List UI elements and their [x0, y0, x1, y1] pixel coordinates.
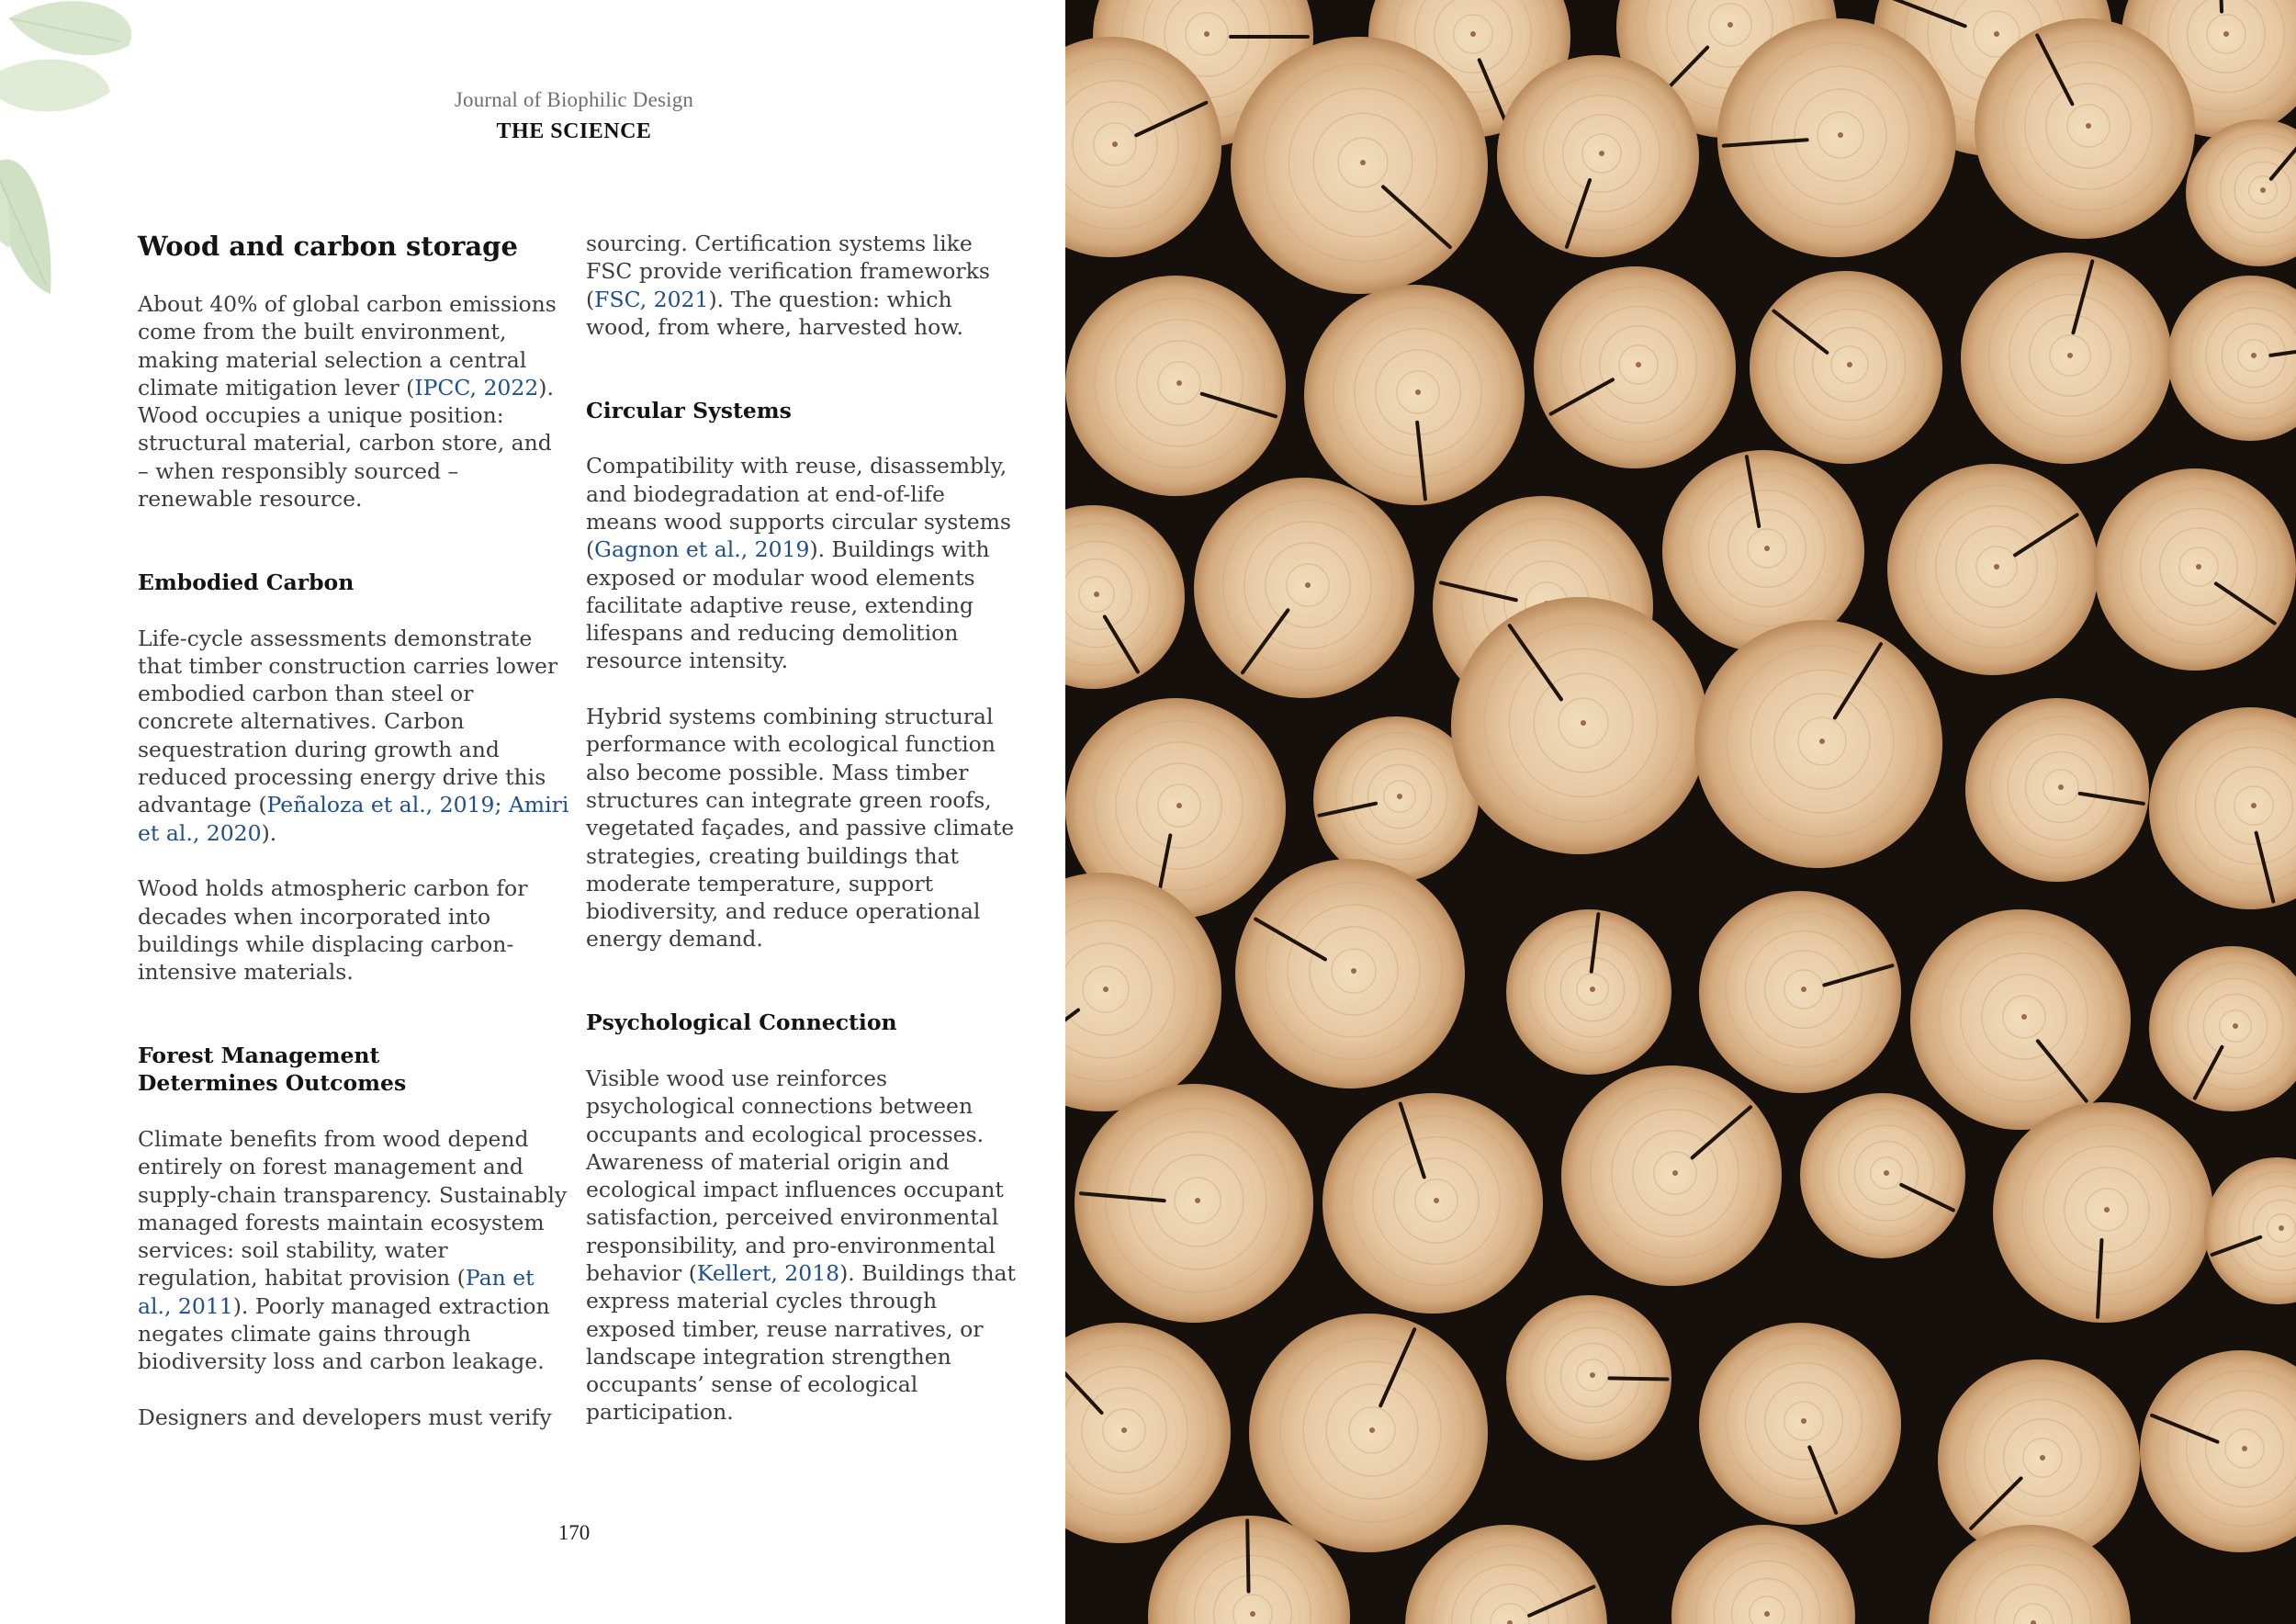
embodied-paragraph-2: Wood holds atmospheric carbon for decades when incorporated into buildings while displacing carbon-intensive materials. — [138, 875, 528, 986]
log-cross-section — [2186, 119, 2296, 266]
heading-circular-systems: Circular Systems — [586, 397, 792, 423]
continued-paragraph: sourcing. Certification systems like FSC provide verification frameworks (FSC, 2021). The question: which wood, from where, harvested how. — [586, 231, 990, 340]
log-cross-section — [1961, 253, 2172, 464]
log-cross-section — [1800, 1093, 1965, 1258]
log-cross-section — [1194, 478, 1414, 698]
log-cross-section — [1304, 285, 1525, 505]
log-cross-section — [1717, 18, 1956, 257]
log-cross-section — [1694, 620, 1942, 868]
text-column-right — [586, 230, 1018, 1454]
citation-link[interactable]: FSC, 2021 — [594, 286, 709, 312]
forest-paragraph-2: Designers and developers must verify — [138, 1404, 552, 1430]
log-cross-section — [1065, 1323, 1231, 1543]
heading-embodied-carbon: Embodied Carbon — [138, 569, 355, 595]
log-cross-section — [1534, 266, 1736, 468]
log-cross-section — [1235, 859, 1465, 1088]
psych-paragraph: Visible wood use reinforces psychological connections between occupants and ecological processes. Awareness of material origin and ecological impact influences occupant satisfaction, perceived environmental responsibility, and pro-environmental behavior (Kellert, 2018). Buildings that express material cycles through exposed timber, reuse narratives, or landscape integration strengthen occupants’ sense of ecological participation. — [586, 1065, 1016, 1426]
log-cross-section — [2204, 1157, 2296, 1304]
log-cross-section — [2149, 946, 2296, 1111]
log-cross-section — [2094, 468, 2296, 671]
section-name: THE SCIENCE — [496, 119, 652, 143]
log-cross-section — [1910, 909, 2131, 1130]
citation-link[interactable]: Peñaloza et al., 2019 — [266, 792, 495, 818]
log-cross-section — [1699, 1323, 1901, 1525]
log-cross-section — [1506, 1295, 1671, 1460]
article-title: Wood and carbon storage — [138, 231, 518, 262]
log-cross-section — [1671, 1525, 1855, 1624]
citation-link[interactable]: Kellert, 2018 — [696, 1259, 840, 1286]
heading-psychological-connection: Psychological Connection — [586, 1009, 897, 1036]
citation-link[interactable]: Gagnon et al., 2019 — [594, 536, 810, 563]
log-cross-section — [1993, 1102, 2213, 1323]
stacked-logs-photo — [1065, 0, 2296, 1624]
journal-name: Journal of Biophilic Design — [454, 88, 694, 111]
citation-link[interactable]: Amiri et al., 2020 — [138, 792, 569, 846]
log-cross-section — [1075, 1084, 1313, 1323]
log-cross-section — [1231, 37, 1488, 294]
log-cross-section — [1065, 505, 1185, 689]
log-cross-section — [1699, 891, 1901, 1093]
log-cross-section — [1506, 909, 1671, 1075]
log-cross-section — [1561, 1066, 1782, 1286]
citation-link[interactable]: Pan et al., 2011 — [138, 1265, 535, 1319]
left-page — [0, 0, 1065, 1624]
circular-paragraph-2: Hybrid systems combining structural performance with ecological function also become possible. Mass timber structures can integrate green roofs, vegetated façades, and passive climate strategies, creating buildings that moderate temperature, support biodiversity, and reduce operational energy demand. — [586, 704, 1015, 953]
text-column-left — [138, 230, 569, 1459]
log-cross-section — [2149, 707, 2296, 909]
log-cross-section — [1249, 1314, 1488, 1552]
heading-forest-management: Forest Management Determines Outcomes — [138, 1043, 407, 1097]
embodied-paragraph-1: Life-cycle assessments demonstrate that timber construction carries lower embodied carbon than steel or concrete alternatives. Carbon sequestration during growth and reduced processing energy drive this advantage (Peñaloza et al., 2019; Amiri et al., 2020). — [138, 625, 569, 846]
log-cross-section — [1887, 464, 2099, 675]
log-cross-section — [2140, 1350, 2296, 1552]
log-cross-section — [1497, 55, 1699, 257]
forest-paragraph-1: Climate benefits from wood depend entirely on forest management and supply-chain transparency. Sustainably managed forests maintain ecosystem services: soil stability, water regulation, habitat provision (Pan et al., 2011). Poorly managed extraction negates climate gains through biodiversity loss and carbon leakage. — [138, 1125, 568, 1375]
page-number: 170 — [557, 1521, 591, 1544]
logs-illustration — [1065, 0, 2296, 1624]
log-cross-section — [1750, 271, 1942, 464]
log-cross-section — [1975, 18, 2195, 239]
log-cross-section — [1322, 1093, 1543, 1314]
log-cross-section — [1405, 1525, 1607, 1624]
log-cross-section — [1965, 698, 2149, 882]
intro-paragraph: About 40% of global carbon emissions come from the built environment, making material selection a central climate mitigation lever (IPCC, 2022). Wood occupies a unique position: structural material, carbon store, and – when responsibly sourced – renewable resource. — [138, 291, 557, 513]
circular-paragraph-1: Compatibility with reuse, disassembly, and biodegradation at end-of-life means wood supports circular systems (Gagnon et al., 2019). Buildings with exposed or modular wood elements facilitate adaptive reuse, extending lifespans and reducing demolition resource intensity. — [586, 453, 1011, 674]
log-cross-section — [1065, 276, 1286, 496]
log-cross-section — [1451, 597, 1708, 854]
citation-link[interactable]: IPCC, 2022 — [414, 374, 539, 400]
log-cross-section — [2167, 276, 2296, 441]
